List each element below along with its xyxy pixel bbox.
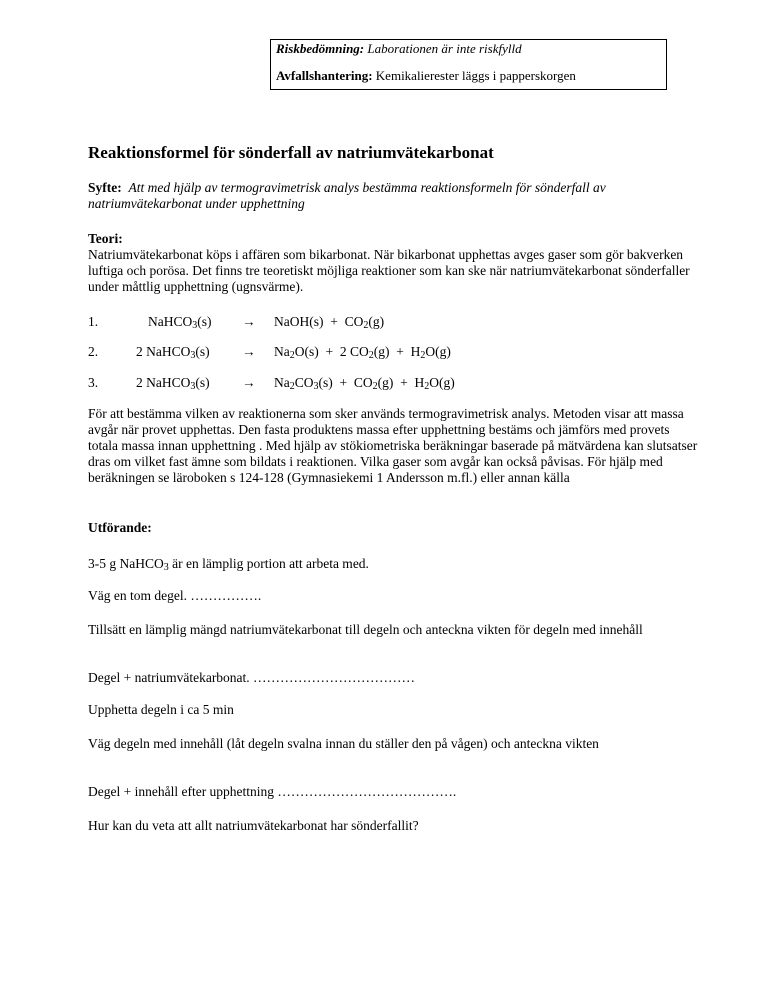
step-heat: Upphetta degeln i ca 5 min — [88, 702, 234, 717]
reaction-number: 3. — [88, 375, 99, 390]
risk-label: Riskbedömning: — [276, 41, 365, 56]
risk-assessment-box — [270, 39, 667, 90]
reaction-products: $Na_2CO_3(s) + CO_2(g) + H_2O(g)$ — [274, 375, 455, 392]
purpose-paragraph — [88, 180, 698, 212]
theory-text: Natriumvätekarbonat köps i affären som bikarbonat. När bikarbonat upphettas avges gaser som gör bakverken luftiga och porösa. Det finns tre teoretiskt möjliga reaktioner som kan ske när natriumvätekarbonat sönderfaller under måttlig upphettning (ugnsvärme). — [88, 247, 690, 294]
reaction-3 — [88, 375, 588, 391]
purpose-label: Syfte: — [88, 180, 122, 195]
step-weigh-empty: Väg en tom degel. ……………. — [88, 588, 262, 603]
step-add: Tillsätt en lämplig mängd natriumvätekarbonat till degeln och anteckna vikten för degeln med innehåll — [88, 622, 643, 637]
reaction-reactant: NaHCO$_3$(s) — [148, 314, 212, 331]
step-weigh-again: Väg degeln med innehåll (låt degeln svalna innan du ställer den på vågen) och anteckna vikten — [88, 736, 599, 751]
reaction-arrow: → — [242, 375, 256, 390]
step-after-heating: Degel + innehåll efter upphettning …………………………………. — [88, 784, 457, 799]
reaction-number: 1. — [88, 314, 99, 329]
question: Hur kan du veta att allt natriumvätekarbonat har sönderfallit? — [88, 818, 419, 833]
risk-row — [276, 41, 661, 57]
step-crucible-plus: Degel + natriumvätekarbonat. ……………………………… — [88, 670, 416, 685]
analysis-paragraph: För att bestämma vilken av reaktionerna som sker används termogravimetrisk analys. Metoden visar att massa avgår när provet upphettas. Den fasta produktens massa efter upphettning bestäms och jämförs med provets totala massa innan upphettning . Med hjälp av stökiometriska beräkningar baserade på mätvärdena kan slutsatser dras om vilket fast ämne som bildats i reaktionen. Vilka gaser som avgår kan också påvisas. För hjälp med beräkningen se läroboken s 124-128 (Gymnasiekemi 1 Andersson m.fl.) eller annan källa — [88, 406, 698, 485]
reaction-1 — [88, 314, 588, 330]
reaction-products: NaOH(s) + $CO_2(g)$ — [274, 314, 385, 331]
reaction-number: 2. — [88, 344, 99, 359]
page-title: Reaktionsformel för sönderfall av natriumvätekarbonat — [88, 143, 494, 162]
procedure-label: Utförande: — [88, 520, 152, 535]
reaction-reactant: 2 NaHCO$_3$(s) — [136, 375, 210, 392]
waste-label: Avfallshantering: — [276, 68, 373, 83]
waste-row — [276, 68, 661, 84]
reaction-arrow: → — [242, 344, 256, 359]
reaction-2 — [88, 344, 588, 360]
reaction-reactant: 2 NaHCO$_3$(s) — [136, 344, 210, 361]
purpose-text: Att med hjälp av termogravimetrisk analys bestämma reaktionsformeln för sönderfall av natriumvätekarbonat under upphettning — [88, 180, 606, 211]
reaction-products: $Na_2O(s) + 2$ $CO_2(g) + H_2O(g)$ — [274, 344, 451, 361]
risk-text: Laborationen är inte riskfylld — [367, 41, 522, 56]
reaction-arrow: → — [242, 314, 256, 329]
procedure-portion: 3-5 g NaHCO$_3$ är en lämplig portion att arbeta med. — [88, 556, 369, 573]
waste-text: Kemikalierester läggs i papperskorgen — [375, 68, 576, 83]
theory-label: Teori: — [88, 231, 123, 246]
